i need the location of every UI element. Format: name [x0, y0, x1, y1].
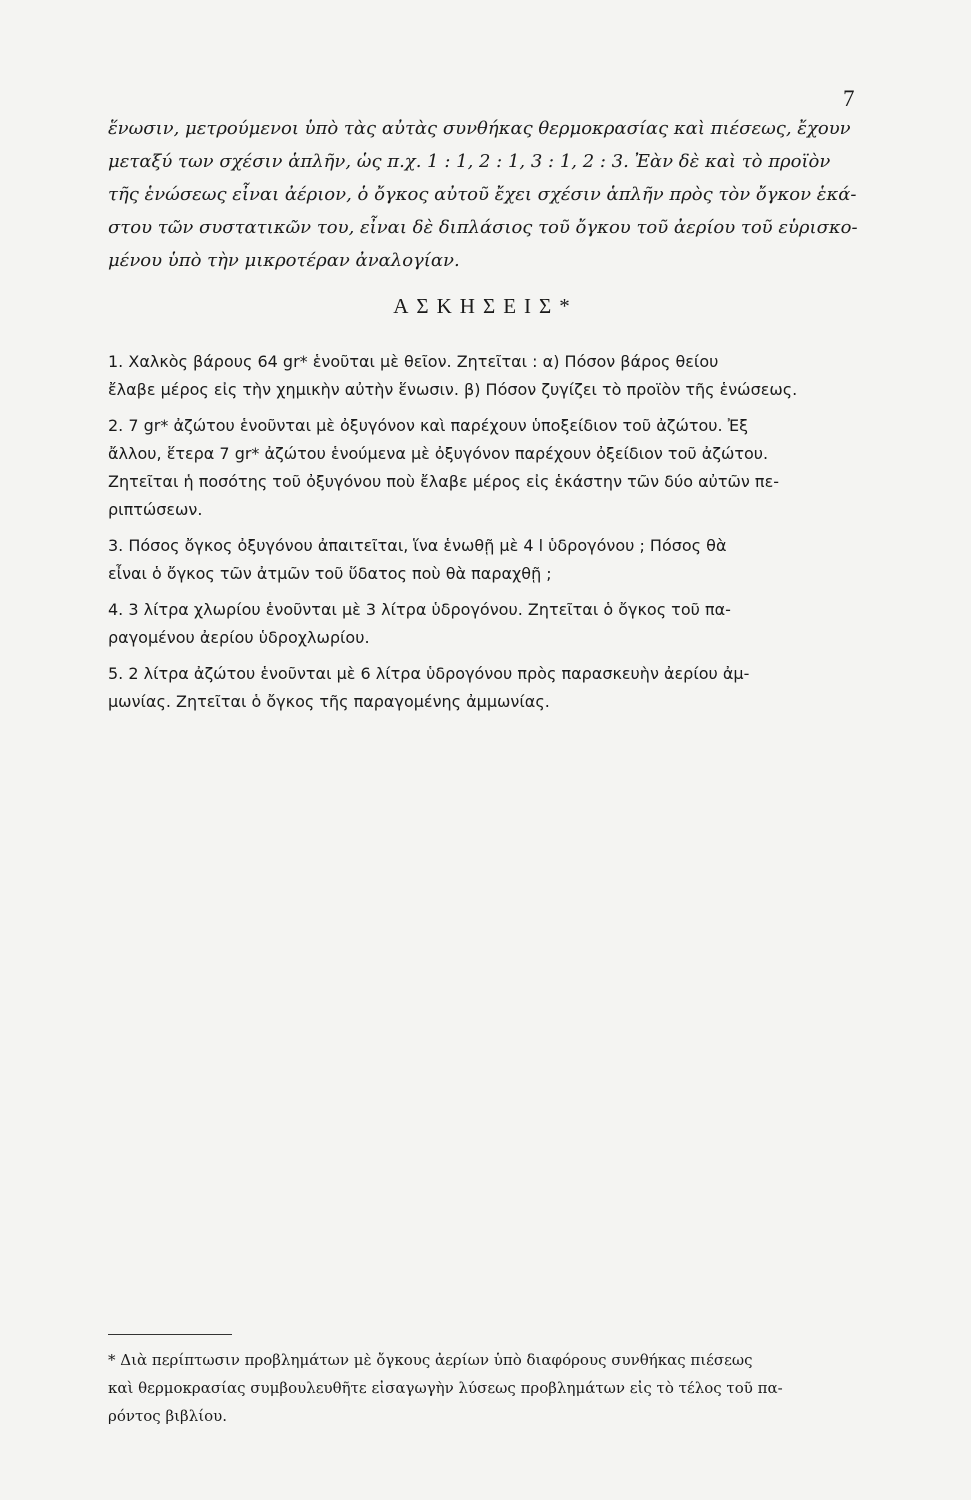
footnote-line: * Διὰ περίπτωσιν προβλημάτων μὲ ὄγκους ἀερίων ὑπὸ διαφόρους συνθήκας πιέσεως	[108, 1351, 753, 1369]
exercise-3	[108, 532, 878, 588]
footnote	[108, 1346, 883, 1430]
intro-line: μένου ὑπὸ τὴν μικροτέραν ἀναλογίαν.	[108, 250, 460, 271]
exercises-heading: ΑΣΚΗΣΕΙΣ*	[393, 294, 578, 318]
exercise-line: εἶναι ὁ ὄγκος τῶν ἀτμῶν τοῦ ὕδατος ποὺ θὰ παραχθῇ ;	[108, 564, 552, 583]
exercise-line: ραγομένου ἀερίου ὑδροχλωρίου.	[108, 628, 370, 647]
exercise-line: ἄλλου, ἕτερα 7 gr* ἀζώτου ἑνούμενα μὲ ὀξυγόνον παρέχουν ὀξείδιον τοῦ ἀζώτου.	[108, 444, 769, 463]
footnote-divider	[108, 1334, 232, 1335]
page-number: 7	[843, 86, 855, 111]
exercise-line: 1. Χαλκὸς βάρους 64 gr* ἑνοῦται μὲ θεῖον. Ζητεῖται : α) Πόσον βάρος θείου	[108, 352, 719, 371]
footnote-line: καὶ θερμοκρασίας συμβουλευθῆτε εἰσαγωγὴν λύσεως προβλημάτων εἰς τὸ τέλος τοῦ πα-	[108, 1379, 783, 1397]
exercise-line: ριπτώσεων.	[108, 500, 203, 519]
exercise-line: 2. 7 gr* ἀζώτου ἑνοῦνται μὲ ὀξυγόνον καὶ παρέχουν ὑποξείδιον τοῦ ἀζώτου. Ἐξ	[108, 416, 749, 435]
exercises-list	[108, 348, 878, 724]
exercise-line: 4. 3 λίτρα χλωρίου ἑνοῦνται μὲ 3 λίτρα ὑδρογόνου. Ζητεῖται ὁ ὄγκος τοῦ πα-	[108, 600, 731, 619]
exercise-line: Ζητεῖται ἡ ποσότης τοῦ ὀξυγόνου ποὺ ἔλαβε μέρος εἰς ἑκάστην τῶν δύο αὐτῶν πε-	[108, 472, 779, 491]
footnote-line: ρόντος βιβλίου.	[108, 1407, 227, 1425]
intro-paragraph	[108, 112, 870, 277]
exercise-5	[108, 660, 878, 716]
intro-line: στου τῶν συστατικῶν του, εἶναι δὲ διπλάσιος τοῦ ὄγκου τοῦ ἀερίου τοῦ εὑρισκο-	[108, 217, 858, 238]
intro-line: τῆς ἑνώσεως εἶναι ἀέριον, ὁ ὄγκος αὐτοῦ ἔχει σχέσιν ἁπλῆν πρὸς τὸν ὄγκον ἑκά-	[108, 184, 857, 205]
exercise-line: μωνίας. Ζητεῖται ὁ ὄγκος τῆς παραγομένης ἀμμωνίας.	[108, 692, 550, 711]
exercise-1	[108, 348, 878, 404]
exercise-2	[108, 412, 878, 524]
intro-line: μεταξύ των σχέσιν ἁπλῆν, ὡς π.χ. 1 : 1, 2 : 1, 3 : 1, 2 : 3. Ἐὰν δὲ καὶ τὸ προϊὸν	[108, 151, 831, 172]
exercise-line: 5. 2 λίτρα ἀζώτου ἑνοῦνται μὲ 6 λίτρα ὑδρογόνου πρὸς παρασκευὴν ἀερίου ἀμ-	[108, 664, 750, 683]
intro-line: ἕνωσιν, μετρούμενοι ὑπὸ τὰς αὐτὰς συνθήκας θερμοκρασίας καὶ πιέσεως, ἔχουν	[108, 118, 851, 139]
exercise-line: 3. Πόσος ὄγκος ὀξυγόνου ἀπαιτεῖται, ἵνα ἑνωθῇ μὲ 4 l ὑδρογόνου ; Πόσος θὰ	[108, 536, 727, 555]
exercise-line: ἔλαβε μέρος εἰς τὴν χημικὴν αὐτὴν ἕνωσιν. β) Πόσον ζυγίζει τὸ προϊὸν τῆς ἑνώσεως.	[108, 380, 798, 399]
exercise-4	[108, 596, 878, 652]
